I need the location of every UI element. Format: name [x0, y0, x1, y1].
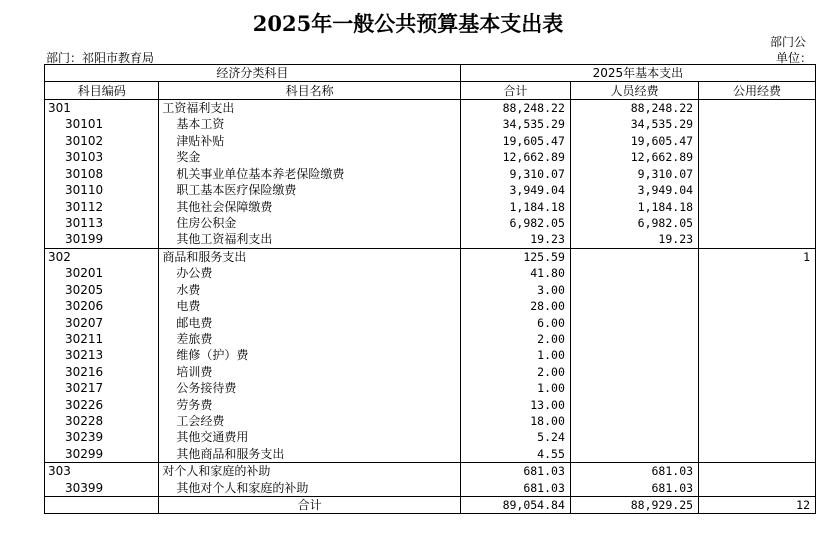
row-personnel — [570, 281, 698, 297]
row-total: 9,310.07 — [460, 166, 570, 182]
row-total: 1,184.18 — [460, 198, 570, 214]
row-name: 工资福利支出 — [159, 99, 460, 116]
row-personnel — [570, 413, 698, 429]
row-name: 公务接待费 — [159, 380, 460, 396]
total-public: 12 — [699, 496, 816, 513]
header-total: 合计 — [460, 82, 570, 99]
header-public: 公用经费 — [699, 82, 816, 99]
row-name: 维修（护）费 — [159, 347, 460, 363]
row-code: 30103 — [45, 149, 159, 165]
table-row — [45, 99, 816, 116]
row-public — [699, 380, 816, 396]
row-public — [699, 480, 816, 497]
row-public — [699, 413, 816, 429]
table-row — [45, 347, 816, 363]
unit-label: 单位： — [776, 51, 813, 65]
row-public — [699, 396, 816, 412]
row-name: 职工基本医疗保险缴费 — [159, 182, 460, 198]
total-label: 合计 — [159, 496, 460, 513]
row-code: 30399 — [45, 480, 159, 497]
table-row — [45, 364, 816, 380]
row-code: 30110 — [45, 182, 159, 198]
row-public — [699, 149, 816, 165]
row-code: 30211 — [45, 331, 159, 347]
table-row — [45, 215, 816, 231]
row-name: 其他交通费用 — [159, 429, 460, 445]
row-personnel — [570, 364, 698, 380]
table-row — [45, 314, 816, 330]
row-public — [699, 446, 816, 463]
row-name: 其他工资福利支出 — [159, 231, 460, 248]
row-personnel: 681.03 — [570, 480, 698, 497]
row-code: 30213 — [45, 347, 159, 363]
row-code: 30299 — [45, 446, 159, 463]
table-row — [45, 116, 816, 132]
row-code: 30113 — [45, 215, 159, 231]
row-code: 303 — [45, 463, 159, 480]
row-personnel: 88,248.22 — [570, 99, 698, 116]
header-row-group — [45, 65, 816, 82]
table-row — [45, 298, 816, 314]
row-personnel — [570, 446, 698, 463]
row-total: 681.03 — [460, 463, 570, 480]
table-row — [45, 480, 816, 497]
table-body — [45, 99, 816, 496]
row-name: 其他对个人和家庭的补助 — [159, 480, 460, 497]
row-personnel: 681.03 — [570, 463, 698, 480]
row-public — [699, 298, 816, 314]
row-total: 4.55 — [460, 446, 570, 463]
row-public — [699, 314, 816, 330]
total-personnel: 88,929.25 — [570, 496, 698, 513]
row-total: 3.00 — [460, 281, 570, 297]
dept-code-label: 部门公 — [770, 35, 807, 49]
table-row — [45, 380, 816, 396]
row-code: 30205 — [45, 281, 159, 297]
row-personnel: 34,535.29 — [570, 116, 698, 132]
row-code: 30206 — [45, 298, 159, 314]
header-row-columns — [45, 82, 816, 99]
row-name: 劳务费 — [159, 396, 460, 412]
row-personnel: 12,662.89 — [570, 149, 698, 165]
row-name: 其他社会保障缴费 — [159, 198, 460, 214]
row-total: 41.80 — [460, 265, 570, 281]
header-personnel: 人员经费 — [570, 82, 698, 99]
row-code: 302 — [45, 248, 159, 265]
row-total: 19,605.47 — [460, 133, 570, 149]
row-personnel: 1,184.18 — [570, 198, 698, 214]
header-name: 科目名称 — [159, 82, 460, 99]
row-personnel — [570, 380, 698, 396]
table-row — [45, 265, 816, 281]
row-total: 13.00 — [460, 396, 570, 412]
row-name: 机关事业单位基本养老保险缴费 — [159, 166, 460, 182]
row-code: 30239 — [45, 429, 159, 445]
row-public — [699, 166, 816, 182]
row-personnel — [570, 248, 698, 265]
row-public — [699, 116, 816, 132]
row-personnel — [570, 298, 698, 314]
row-public — [699, 99, 816, 116]
row-public — [699, 364, 816, 380]
row-code: 301 — [45, 99, 159, 116]
row-public — [699, 429, 816, 445]
row-code: 30216 — [45, 364, 159, 380]
table-row — [45, 182, 816, 198]
table-row — [45, 396, 816, 412]
row-total: 2.00 — [460, 331, 570, 347]
header-basic-expenditure: 2025年基本支出 — [460, 65, 815, 82]
row-name: 津贴补贴 — [159, 133, 460, 149]
row-code: 30101 — [45, 116, 159, 132]
row-personnel: 3,949.04 — [570, 182, 698, 198]
table-row — [45, 446, 816, 463]
row-public — [699, 347, 816, 363]
total-sum: 89,054.84 — [460, 496, 570, 513]
row-public — [699, 463, 816, 480]
row-personnel: 19,605.47 — [570, 133, 698, 149]
table-row — [45, 198, 816, 214]
row-public — [699, 215, 816, 231]
row-code: 30207 — [45, 314, 159, 330]
header-code: 科目编码 — [45, 82, 159, 99]
row-name: 其他商品和服务支出 — [159, 446, 460, 463]
department-label: 部门：祁阳市教育局 — [46, 51, 155, 65]
row-personnel — [570, 331, 698, 347]
table-row — [45, 281, 816, 297]
row-total: 5.24 — [460, 429, 570, 445]
row-personnel — [570, 396, 698, 412]
row-total: 34,535.29 — [460, 116, 570, 132]
row-name: 办公费 — [159, 265, 460, 281]
table-row — [45, 133, 816, 149]
row-code: 30108 — [45, 166, 159, 182]
row-code: 30201 — [45, 265, 159, 281]
table-row — [45, 231, 816, 248]
row-total: 19.23 — [460, 231, 570, 248]
row-total: 88,248.22 — [460, 99, 570, 116]
row-public — [699, 182, 816, 198]
row-public: 1 — [699, 248, 816, 265]
table-row — [45, 149, 816, 165]
table-row — [45, 429, 816, 445]
table-row — [45, 331, 816, 347]
row-total: 6.00 — [460, 314, 570, 330]
row-personnel — [570, 265, 698, 281]
table-row — [45, 248, 816, 265]
row-total: 125.59 — [460, 248, 570, 265]
row-public — [699, 231, 816, 248]
row-total: 681.03 — [460, 480, 570, 497]
row-name: 基本工资 — [159, 116, 460, 132]
row-total: 28.00 — [460, 298, 570, 314]
row-total: 12,662.89 — [460, 149, 570, 165]
row-code: 30228 — [45, 413, 159, 429]
row-code: 30199 — [45, 231, 159, 248]
row-name: 培训费 — [159, 364, 460, 380]
row-public — [699, 281, 816, 297]
row-name: 水费 — [159, 281, 460, 297]
table-row — [45, 166, 816, 182]
row-code: 30102 — [45, 133, 159, 149]
total-row — [45, 496, 816, 513]
row-public — [699, 265, 816, 281]
row-personnel: 9,310.07 — [570, 166, 698, 182]
row-public — [699, 133, 816, 149]
row-total: 6,982.05 — [460, 215, 570, 231]
row-personnel — [570, 314, 698, 330]
row-code: 30217 — [45, 380, 159, 396]
row-total: 3,949.04 — [460, 182, 570, 198]
row-name: 奖金 — [159, 149, 460, 165]
row-name: 住房公积金 — [159, 215, 460, 231]
row-name: 工会经费 — [159, 413, 460, 429]
row-total: 1.00 — [460, 380, 570, 396]
row-total: 1.00 — [460, 347, 570, 363]
budget-table — [44, 64, 816, 514]
row-code: 30226 — [45, 396, 159, 412]
row-name: 邮电费 — [159, 314, 460, 330]
row-public — [699, 198, 816, 214]
row-personnel: 19.23 — [570, 231, 698, 248]
page-title: 2025年一般公共预算基本支出表 — [252, 11, 564, 36]
row-personnel — [570, 429, 698, 445]
row-total: 2.00 — [460, 364, 570, 380]
row-code: 30112 — [45, 198, 159, 214]
table-row — [45, 413, 816, 429]
row-name: 差旅费 — [159, 331, 460, 347]
row-personnel: 6,982.05 — [570, 215, 698, 231]
table-row — [45, 463, 816, 480]
row-personnel — [570, 347, 698, 363]
row-name: 对个人和家庭的补助 — [159, 463, 460, 480]
row-public — [699, 331, 816, 347]
total-code-cell — [45, 496, 159, 513]
row-total: 18.00 — [460, 413, 570, 429]
header-econ-class: 经济分类科目 — [45, 65, 461, 82]
row-name: 商品和服务支出 — [159, 248, 460, 265]
row-name: 电费 — [159, 298, 460, 314]
